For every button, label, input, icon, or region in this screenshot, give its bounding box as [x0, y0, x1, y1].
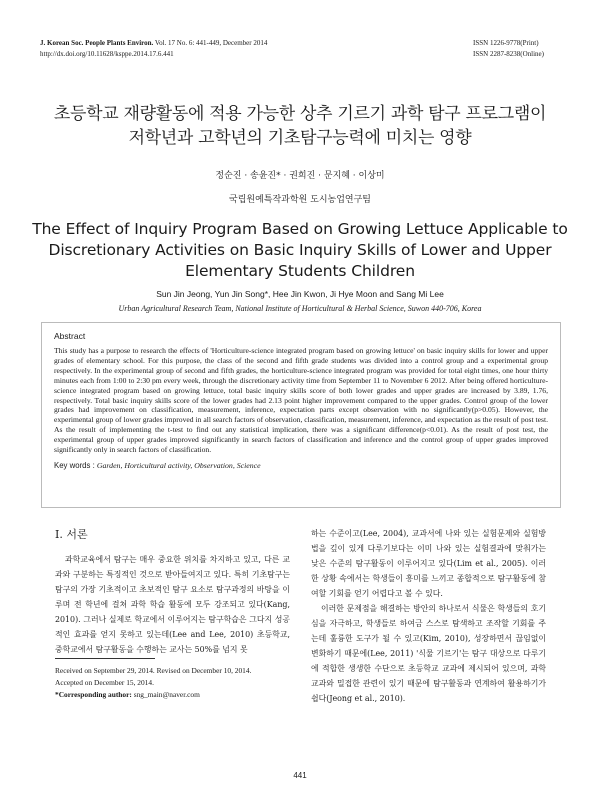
- english-title: [30, 219, 570, 282]
- accepted-note: Accepted on December 15, 2014.: [55, 678, 154, 687]
- keywords-label: Key words :: [54, 460, 97, 470]
- korean-title-line: 저학년과 고학년의 기초탐구능력에 미치는 영향: [128, 128, 472, 148]
- corresponding-email[interactable]: sng_main@naver.com: [131, 690, 200, 699]
- corresponding-label: *Corresponding author:: [55, 690, 132, 699]
- footnote-divider: [55, 658, 155, 659]
- page-number: 441: [293, 771, 307, 780]
- issn-print: ISSN 1226-9778(Print): [473, 39, 539, 47]
- issn-online: ISSN 2287-8238(Online): [473, 49, 544, 58]
- body-paragraph: 과학교육에서 탐구는 매우 중요한 위치를 차지하고 있고, 다른 교과와 구분하는 특징적인 것으로 받아들여지고 있다. 특히 기초탐구는 탐구의 가장 기초적이고 초보적인 탐구 요소로 탐구과정의 바탕을 이루며 전 학년에 걸쳐 과학 학습 활동에 모두 강조되고 있다(Kang, 2010). 그러나 실제로 학교에서 이루어지는 탐구학습은 그다지 성공적인 효과를 얻지 못하고 있는데(Lee and Lee, 2010) 초등학교, 중학교에서 탐구활동을 수행하는 교사는 50%를 넘지 못: [55, 555, 290, 654]
- issn-block: [473, 38, 544, 59]
- journal-volume: Vol. 17 No. 6: 441-449, December 2014: [153, 39, 268, 47]
- abstract-text: This study has a purpose to research the effects of 'Horticulture-science integrated program based on growing lettuce' on basic inquiry skills for lower and upper grades of elementary school. For this purpose, the class of the second and fifth grade students was divided into a control group and a experimental group respectively. In the experimental group of second and fifth grades, the horticulture-science integrated program was provided for total eight times, one hour thirty minutes each from 1:00 to 2:30 pm every week, through the discretionary activity time from September 11 to November 6 2012. After being offered horticulture-science integrated program based on growing lettuce, total basic inquiry skills score of both lower grades and upper grades are increased by 3.89, 1.76, respectively. Total basic inquiry skills score of the lower grades had 2.13 point higher improvement compared to the upper grades. Control group of the lower grades had improvement on classification, measurement, inference, expectation parts except observation with no significantly(p>0.05). However, the experimental group of lower grades improved in all search factors of observation, classification, measurement, inference, and expectation as the result of post test. As the result of implementing the t-test to find out any statistical implication, there was a significant difference(p<0.01). As the result of post test, the experimental group of upper grades improved significantly in search factors of classification and inference and the control group of upper grades improved significantly only in search factors of classification.: [54, 346, 548, 455]
- keywords-line: [54, 461, 548, 470]
- footnotes: [55, 665, 290, 701]
- english-title-line: Discretionary Activities on Basic Inquiry Skills of Lower and Upper: [48, 241, 552, 259]
- corresponding-author-note: [55, 689, 290, 701]
- doi-link[interactable]: http://dx.doi.org/10.11628/ksppe.2014.17.6.441: [40, 49, 174, 58]
- body-paragraph: 하는 수준이고(Lee, 2004), 교과서에 나와 있는 실험문제와 실험방법을 깊이 있게 다루기보다는 이미 나와 있는 실험결과에 맞춰가는 낮은 수준의 탐구활동이 이루어지고 있다(Lim et al., 2005). 이러한 상황 속에서는 학생들이 흥미를 느끼고 종합적으로 탐구활동에 참여할 기회를 얻기 어렵다고 볼 수 있다.: [311, 529, 546, 598]
- received-note: Received on September 29, 2014. Revised on December 10, 2014.: [55, 666, 252, 675]
- journal-name: J. Korean Soc. People Plants Environ.: [40, 39, 154, 47]
- body-paragraph: 이러한 문제점을 해결하는 방안의 하나로서 식물은 학생들의 호기심을 자극하고, 학생들로 하여금 스스로 탐색하고 조작할 기회를 주는데 훌륭한 도구가 될 수 있고(Kim, 2010), 성장하면서 끊임없이 변화하기 때문에(Lee, 2011) '식물 기르기'는 탐구 대상으로 다루기에 적합한 생생한 수단으로 초등학교 교과에 제시되어 있으며, 과학 교과와 밀접한 관련이 있기 때문에 탐구활동과 연계하여 활용하기가 쉽다(Jeong et al., 2010).: [311, 604, 546, 703]
- abstract-heading: Abstract: [54, 331, 86, 341]
- korean-title: [40, 102, 560, 150]
- body-right-column: [311, 526, 546, 706]
- korean-affiliation: 국립원예특작과학원 도시농업연구팀: [229, 195, 371, 205]
- english-title-line: The Effect of Inquiry Program Based on Growing Lettuce Applicable to: [32, 220, 568, 238]
- journal-header: [40, 38, 267, 59]
- english-title-line: Elementary Students Children: [185, 262, 415, 280]
- english-authors: Sun Jin Jeong, Yun Jin Song*, Hee Jin Kwon, Ji Hye Moon and Sang Mi Lee: [156, 289, 444, 299]
- keywords-text: Garden, Horticultural activity, Observation, Science: [96, 460, 261, 470]
- korean-title-line: 초등학교 재량활동에 적용 가능한 상추 기르기 과학 탐구 프로그램이: [53, 104, 547, 124]
- english-affiliation: Urban Agricultural Research Team, National Institute of Horticultural & Herbal Science, Suwon 440-706, Korea: [118, 304, 482, 313]
- korean-authors: 정순진 · 송윤진* · 권희진 · 문지혜 · 이상미: [215, 171, 385, 181]
- journal-citation: [40, 38, 267, 49]
- abstract-box: [41, 322, 561, 508]
- section-heading: Ⅰ. 서론: [55, 528, 88, 541]
- body-left-column: [55, 527, 290, 657]
